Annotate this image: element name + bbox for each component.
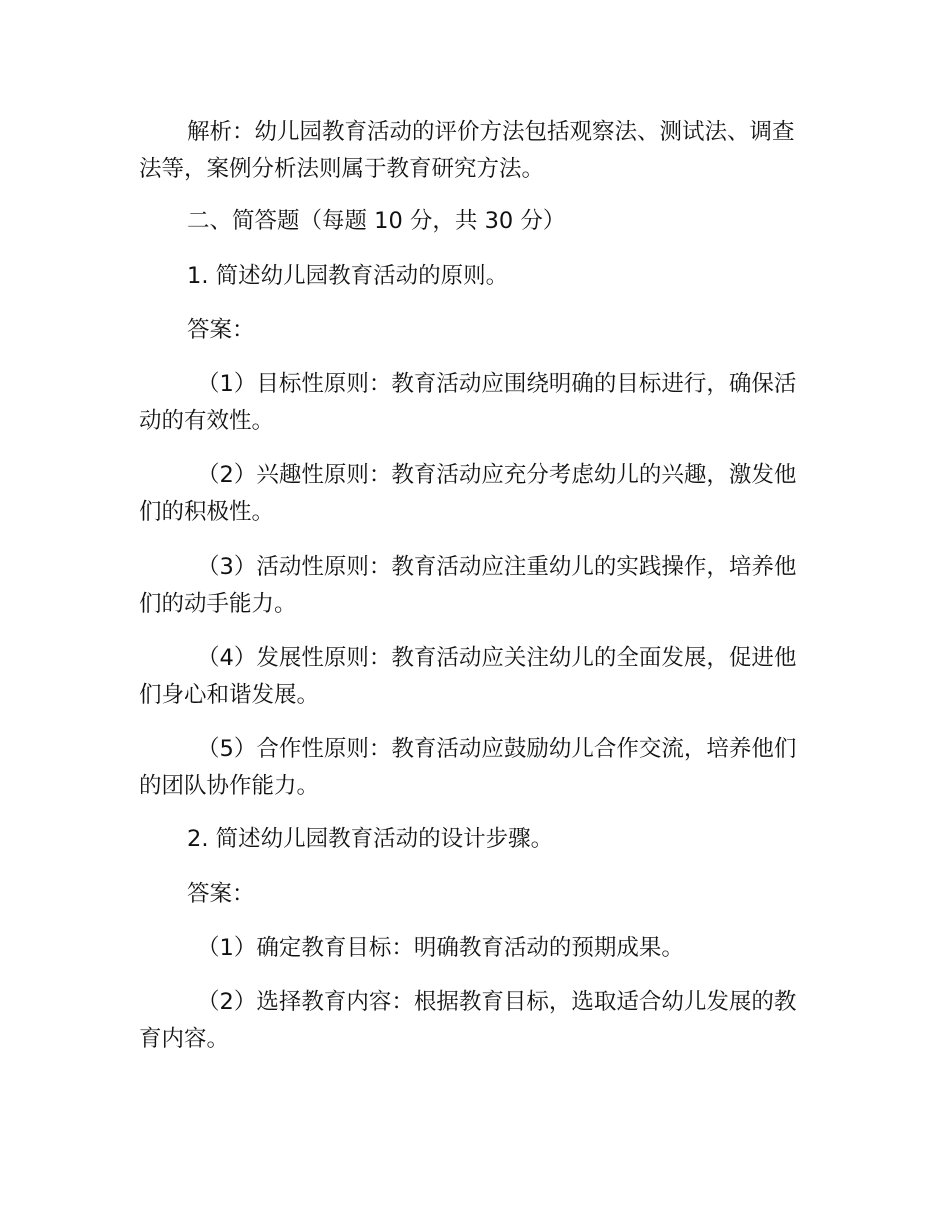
answer-1-item-2: （2）兴趣性原则：教育活动应充分考虑幼儿的兴趣，激发他们的积极性。 <box>139 462 797 525</box>
answer-1-item-3: （3）活动性原则：教育活动应注重幼儿的实践操作，培养他们的动手能力。 <box>139 554 797 617</box>
answer-1-item-5: （5）合作性原则：教育活动应鼓励幼儿合作交流，培养他们的团队协作能力。 <box>139 736 797 799</box>
answer-2-item-1: （1）确定教育目标：明确教育活动的预期成果。 <box>197 935 684 961</box>
section-heading: 二、简答题（每题 10 分，共 30 分） <box>187 208 566 234</box>
answer-label-2: 答案： <box>187 881 255 907</box>
answer-label-1: 答案： <box>187 317 255 343</box>
answer-2-item-2: （2）选择教育内容：根据教育目标，选取适合幼儿发展的教育内容。 <box>139 989 797 1052</box>
question-2: 2. 简述幼儿园教育活动的设计步骤。 <box>187 826 554 852</box>
question-1: 1. 简述幼儿园教育活动的原则。 <box>187 263 509 289</box>
analysis-paragraph: 解析：幼儿园教育活动的评价方法包括观察法、测试法、调查法等，案例分析法则属于教育研究方法。 <box>139 119 795 182</box>
answer-1-item-1: （1）目标性原则：教育活动应围绕明确的目标进行，确保活动的有效性。 <box>139 371 797 434</box>
answer-1-item-4: （4）发展性原则：教育活动应关注幼儿的全面发展，促进他们身心和谐发展。 <box>139 645 797 708</box>
